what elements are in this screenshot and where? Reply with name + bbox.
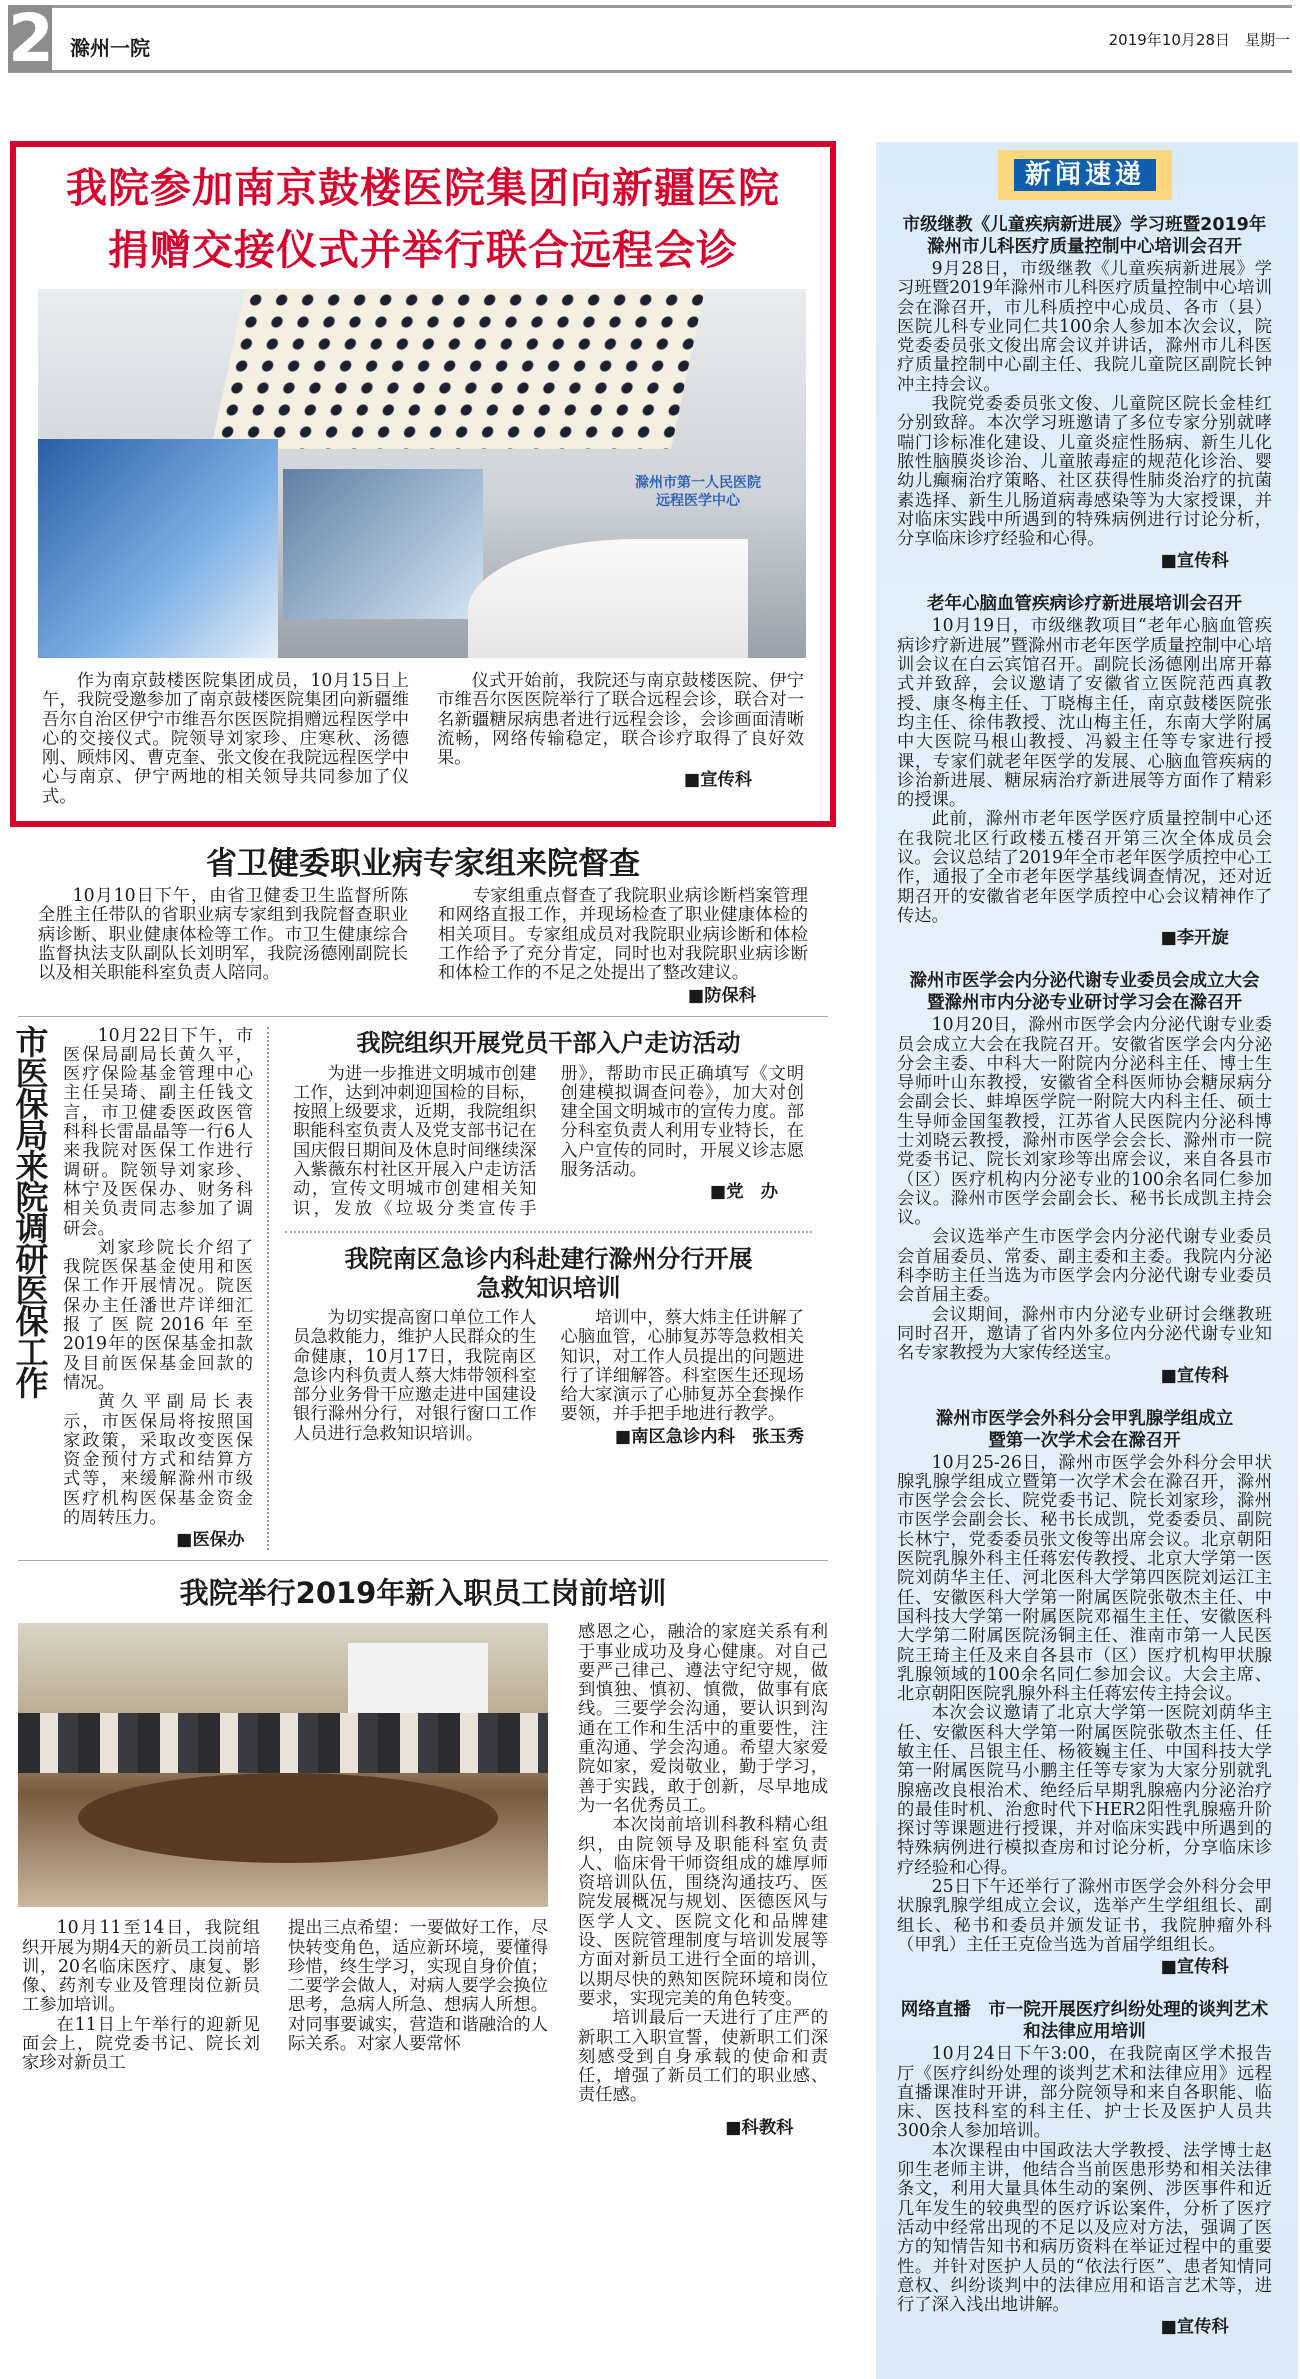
section-divider	[285, 1231, 812, 1233]
header-bottom-rule	[8, 70, 1292, 73]
article-title	[897, 593, 1272, 615]
paragraph: 我院党委委员张文俊、儿童院区院长金桂红分别致辞。本次学习班邀请了多位专家分别就哮喘门诊标准化建设、儿童炎症性肠病、新生儿化脓性脑膜炎诊治、儿童脓毒症的规范化诊治、婴幼儿癫痫治疗策略、社区获得性肺炎治疗的抗菌素选择、新生儿肠道病毒感染等为大家授课，并对临床实践中所遇到的特殊病例进行讨论分析，分享临床诊疗经验和心得。	[897, 394, 1272, 550]
title-line: 和法律应用培训	[1023, 2022, 1146, 2043]
medical-insurance-title: 市医保局来院调研医保工作	[15, 1022, 49, 1403]
sign-line: 远程医学中心	[656, 493, 740, 509]
occupational-section	[10, 845, 836, 1005]
new-staff-col1	[22, 1919, 260, 2073]
title-line: 老年心脑血管疾病诊疗新进展培训会召开	[927, 594, 1242, 615]
page-number: 2	[8, 0, 54, 77]
badge-label: 新闻速递	[1014, 159, 1156, 191]
title-line: 滁州市医学会外科分会甲乳腺学组成立	[935, 1408, 1234, 1429]
lead-article-frame	[10, 141, 836, 827]
paragraph: 9月28日，市级继教《儿童疾病新进展》学习班暨2019年滁州市儿科医疗质量控制中心培训会在滁召开，市儿科质控中心成员、各市（县）医院儿科专业同仁共100余人参加本次会议，院党委委员张文俊出席会议并讲话，滁州市儿科医疗质量控制中心副主任、我院儿童院区副院长钟冲主持会议。	[897, 259, 1272, 395]
title-line: 网络直播 市一院开展医疗纠纷处理的谈判艺术	[900, 2000, 1269, 2021]
paragraph: 10月22日下午，市医保局副局长黄久平，医疗保险基金管理中心主任吴琦、副主任钱文言，市卫健委医政医管科科长雷晶晶等一行6人来我院对医保工作进行调研。院领导刘家珍、林宁及医保办、财务科相关负责同志参加了调研会。	[63, 1025, 253, 1239]
paragraph: 10月11至14日，我院组织开展为期4天的新员工岗前培训，20名临床医疗、康复、影像、药剂专业及管理岗位新员工参加培训。	[22, 1918, 260, 2016]
middle-section	[10, 1022, 836, 1551]
title-line: 滁州市儿科医疗质量控制中心培训会召开	[927, 237, 1242, 257]
news-brief-article	[897, 1408, 1272, 1978]
party-visit-body	[285, 1065, 812, 1219]
byline: ■ 防保科	[438, 986, 808, 1006]
paragraph: 黄久平副局长表示，市医保局将按照国家政策，采取改变医保资金预付方式和结算方式等，来缓解滁州市级医疗机构医保基金资金的周转压力。	[63, 1392, 253, 1528]
paragraph: 10月25-26日，滁州市医学会外科分会甲状腺乳腺学组成立暨第一次学术会在滁召开，滁州市医学会会长、院党委书记、院长刘家珍，滁州市医学会副会长、秘书长成凯，党委委员、副院长林宁，党委委员张文俊等出席会议。北京朝阳医院乳腺外科主任蒋宏传教授、北京大学第一医院刘荫华主任、河北医科大学第四医院刘运江主任、安徽医科大学第一附属医院张敬杰主任、中国科技大学第一附属医院邓福生主任、安徽医科大学第二附属医院汤铜主任、淮南市第一人民医院王琦主任及来自各县市（区）医疗机构甲状腺乳腺领域的100余名同仁参加会议。大会主席、北京朝阳医院乳腺外科主任蒋宏传主持会议。	[897, 1452, 1272, 1705]
paragraph: 为进一步推进文明城市创建工作，达到冲刺迎国检的目标，按照上级要求，近期，我院组织职能科室负责人及党支部书记在国庆假日期间及休息时间继续深入紫薇东村社区开展入户走访活动，宣传文明城市创建相关知识，发放《垃圾分类宣传手册》，帮助市民正确填写《文明创建模拟调查问卷》，加大对创建全国文明城市的宣传力度。部分科室负责人利用专业特长，在入户宣传的同时，开展义诊志愿服务活动。	[293, 1063, 804, 1219]
paragraph: 提出三点希望：一要做好工作，尽快转变角色，适应新环境，要懂得珍惜，终生学习，实现自身价值；二要学会做人，对病人要学会换位思考，急病人所急、想病人所想。对同事要诚实，营造和谐融洽的人际关系。对家人要常怀	[288, 1918, 548, 2055]
title-line: 暨第一次学术会在滁召开	[988, 1430, 1181, 1451]
news-brief-article	[897, 970, 1272, 1385]
paragraph: 10月19日，市级继教项目“老年心脑血管疾病诊疗新进展”暨滁州市老年医学质量控制中心培训会议在白云宾馆召开。副院长汤德刚出席开幕式并致辞，会议邀请了安徽省立医院范西真教授、康冬梅主任、丁晓梅主任，南京鼓楼医院张均主任、徐伟教授、沈山梅主任，东南大学附属中大医院马根山教授、冯毅主任等专家进行授课，专家们就老年医学的发展、心脑血管疾病的诊治新进展、糖尿病治疗新进展等方面作了精彩的授课。	[897, 616, 1272, 811]
new-staff-training-photo	[18, 1623, 548, 1907]
byline: ■ 医保办	[63, 1530, 253, 1550]
title-line: 我院南区急诊内科赴建行滁州分行开展	[344, 1244, 753, 1273]
title-line: 滁州市医学会内分泌代谢专业委员会成立大会	[909, 971, 1260, 992]
attendees	[18, 1713, 548, 1773]
first-aid-title	[285, 1245, 812, 1303]
news-brief-panel	[876, 142, 1298, 2379]
medical-insurance-body	[63, 1027, 253, 1551]
byline: ■ 南区急诊内科 张玉秀	[561, 1427, 805, 1447]
paragraph: 作为南京鼓楼医院集团成员，10月15日上午，我院受邀参加了南京鼓楼医院集团向新疆维吾尔自治区伊宁市维吾尔医医院捐赠远程医学中心的交接仪式。院领导刘家珍、庄寒秋、汤德刚、顾炜冈、曹克奎、张文俊在我院远程医学中心与南京、伊宁两地的相关领导共同参加了仪式。	[42, 671, 409, 807]
occupational-body	[38, 887, 808, 1005]
paragraph: 25日下午还举行了滁州市医学会外科分会甲状腺乳腺学组成立会议，选举产生学组组长、副组长、秘书和委员并颁发证书，我院肿瘤外科（甲乳）主任王克俭当选为首届学组组长。	[897, 1877, 1272, 1955]
byline: ■ 李开旋	[897, 928, 1272, 948]
article-body	[897, 1016, 1272, 1385]
paragraph: 在11日上午举行的迎新见面会上，院党委书记、院长刘家珍对新员工	[22, 2014, 260, 2074]
paragraph: 仪式开始前，我院还与南京鼓楼医院、伊宁市维吾尔医医院举行了联合远程会诊，联合对一名新疆糖尿病患者进行远程会诊，会诊画面清晰流畅，网络传输稳定，联合诊疗取得了良好效果。	[437, 671, 804, 769]
paragraph: 本次岗前培训科教科精心组织，由院领导及职能科室负责人、临床骨干师资组成的雄厚师资培训队伍，围绕沟通技巧、医院发展概况与规划、医德医风与医学人文、医院文化和品牌建设、医院管理制度与培训发展等方面对新员工进行全面的培训，以期尽快的熟知医院环境和岗位要求，实现完美的角色转变。	[578, 1815, 828, 2009]
byline: ■ 宣传科	[897, 1366, 1272, 1386]
new-staff-section	[10, 1623, 836, 2137]
new-staff-title: 我院举行2019年新入职员工岗前培训	[179, 1576, 667, 1611]
new-staff-col2	[288, 1919, 548, 2073]
byline: ■ 科教科	[578, 2118, 828, 2138]
video-screen	[283, 469, 483, 619]
party-visit-title: 我院组织开展党员干部入户走访活动	[356, 1028, 741, 1057]
title-line: 捐赠交接仪式并举行联合远程会诊	[108, 226, 738, 274]
paragraph: 会议期间，滁州市内分泌专业研讨会继教班同时召开，邀请了省内外多位内分泌代谢专业知名专家教授为大家传经送宝。	[897, 1304, 1272, 1364]
article-body	[897, 617, 1272, 948]
paragraph: 为切实提高窗口单位工作人员急救能力，维护人民群众的生命健康，10月17日，我院南区急诊内科负责人蔡大炜带领科室部分业务骨干应邀走进中国建设银行滁州分行，对银行窗口工作人员进行急救知识培训。	[293, 1307, 537, 1444]
paragraph: 培训最后一天进行了庄严的新职工入职宣誓，使新职工们深刻感受到自身承载的使命和责任，增强了新员工们的职业感、责任感。	[578, 2008, 828, 2106]
paragraph: 感恩之心，融洽的家庭关系有利于事业成功及身心健康。对自己要严己律己、遵法守纪守规，做到慎独、慎初、慎微，做事有底线。三要学会沟通，要认识到沟通在工作和生活中的重要性，注重沟通、学会沟通。希望大家爱院如家，爱岗敬业，勤于学习，善于实践，敢于创新，尽早地成为一名优秀员工。	[578, 1622, 828, 1816]
article-title	[897, 214, 1272, 258]
news-brief-list	[897, 214, 1272, 2337]
byline: ■ 宣传科	[897, 2317, 1272, 2337]
news-brief-article	[897, 1999, 1272, 2337]
conference-table	[78, 1773, 498, 1863]
title-line: 市级继教《儿童疾病新进展》学习班暨2019年	[902, 215, 1267, 235]
paragraph: 10月24日下午3:00，在我院南区学术报告厅《医疗纠纷处理的谈判艺术和法律应用》远程直播课准时开讲，部分院领导和来自各职能、临床、医技科室的科主任、护士长及医护人员共300余人参加培训。	[897, 2044, 1272, 2142]
paragraph: 本次课程由中国政法大学教授、法学博士赵卯生老师主讲，他结合当前医患形势和相关法律条文，利用大量具体生动的案例、涉医事件和近几年发生的较典型的医疗诉讼案件，分析了医疗活动中经常出现的不足以及应对方法，强调了医方的知情告知书和病历资料在举证过程中的重要性。并针对医护人员的“依法行医”、患者知情同意权、纠纷谈判中的法律应用和语言艺术等，进行了深入浅出地讲解。	[897, 2140, 1272, 2316]
byline: ■ 宣传科	[897, 1957, 1272, 1977]
paragraph: 会议选举产生市医学会内分泌代谢专业委员会首届委员、常委、副主委和主委。我院内分泌科李昉主任当选为市医学会内分泌代谢专业委员会首届主委。	[897, 1227, 1272, 1306]
new-staff-lower-columns	[18, 1919, 548, 2073]
title-line: 暨滁州市内分泌专业研讨学习会在滁召开	[927, 993, 1242, 1014]
lead-article-title	[38, 157, 808, 281]
paragraph: 刘家珍院长介绍了我院医保基金使用和医保工作开展情况。院医保办主任潘世芹详细汇报了医院2016年至2019年的医保基金扣款及目前医保基金回款的情况。	[63, 1237, 253, 1393]
lead-article-body	[38, 672, 808, 807]
article-title	[897, 970, 1272, 1014]
section-divider	[18, 1016, 828, 1017]
paper-name: 滁州一院	[70, 36, 150, 60]
middle-right-column	[285, 1027, 832, 1447]
ceiling-panel	[211, 289, 705, 449]
paragraph: 10月20日，滁州市医学会内分泌代谢专业委员会成立大会在我院召开。安徽省医学会内分泌分会主委、中科大一附院内分泌科主任、博士生导师叶山东教授，安徽省全科医师协会糖尿病分会副会长、蚌埠医学院一附院大内科主任、硕士生导师金国玺教授，江苏省人民医院内分泌科博士刘晓云教授，滁州市医学会会长、滁州市一院党委书记、院长刘家珍等出席会议，来自各县市（区）医疗机构内分泌专业的100余名同仁参加会议。滁州市医学会副会长、秘书长成凯主持会议。	[897, 1015, 1272, 1229]
new-staff-col3	[578, 1623, 828, 2137]
left-column	[10, 141, 836, 2138]
lead-photo-remote-medical-center	[38, 289, 806, 658]
title-line: 我院参加南京鼓楼医院集团向新疆医院	[66, 164, 780, 212]
article-title	[897, 1408, 1272, 1452]
article-body	[897, 260, 1272, 571]
article-body	[897, 1454, 1272, 1978]
photo-sign	[598, 474, 798, 510]
byline: ■ 宣传科	[897, 551, 1272, 571]
news-brief-badge	[998, 150, 1172, 200]
doctors-at-desk	[468, 539, 748, 658]
paragraph: 本次会议邀请了北京大学第一医院刘荫华主任、安徽医科大学第一附属医院张敬杰主任、任敏主任、吕银主任、杨筱巍主任、中国科技大学第一附属医院马小鹏主任等专家为大家分别就乳腺癌改良根治术、绝经后早期乳腺癌内分泌治疗的最佳时机、治愈时代下HER2阳性乳腺癌升阶探讨等课题进行授课，并对临床实践中所遇到的特殊病例进行模拟查房和讨论分析，分享临床诊疗经验和心得。	[897, 1703, 1272, 1878]
section-divider	[18, 1560, 828, 1561]
paragraph: 培训中，蔡大炜主任讲解了心脑血管，心肺复苏等急救相关知识，对工作人员提出的问题进行了详细解答。科室医生还现场给大家演示了心肺复苏全套操作要领，并手把手地进行教学。	[560, 1307, 804, 1425]
occupational-title: 省卫健委职业病专家组来院督查	[206, 846, 640, 883]
byline: ■ 宣传科	[437, 770, 804, 790]
paragraph: 10月10日下午，由省卫健委卫生监督所陈全胜主任带队的省职业病专家组到我院督查职业病诊断、职业健康体检等工作。市卫生健康综合监督执法支队副队长刘明军，我院汤德刚副院长以及相关职能科室负责人陪同。	[38, 886, 408, 984]
sign-line: 滁州市第一人民医院	[635, 475, 761, 491]
byline: ■ 党 办	[561, 1182, 805, 1202]
paragraph: 此前，滁州市老年医学医疗质量控制中心还在我院北区行政楼五楼召开第三次全体成员会议。会议总结了2019年全市老年医学质控中心工作，通报了全市老年医学基线调查情况，还对近期召开的安徽省老年医学质控中心会议精神作了传达。	[897, 809, 1272, 926]
video-screen	[38, 439, 278, 658]
news-brief-article	[897, 593, 1272, 948]
column-divider	[267, 1027, 269, 1551]
header-top-rule	[8, 5, 1292, 8]
paragraph: 专家组重点督查了我院职业病诊断档案管理和网络直报工作，并现场检查了职业健康体检的相关项目。专家组成员对我院职业病诊断和体检工作给予了充分肯定，同时也对我院职业病诊断和体检工作的不足之处提出了整改建议。	[438, 886, 808, 984]
title-line: 急救知识培训	[476, 1273, 621, 1302]
news-brief-article	[897, 214, 1272, 571]
projection-screen	[348, 1643, 488, 1723]
article-title	[897, 1999, 1272, 2043]
article-body	[897, 2045, 1272, 2337]
first-aid-body	[285, 1309, 812, 1447]
new-staff-left	[18, 1623, 548, 2073]
issue-date: 2019年10月28日 星期一	[1108, 31, 1290, 49]
